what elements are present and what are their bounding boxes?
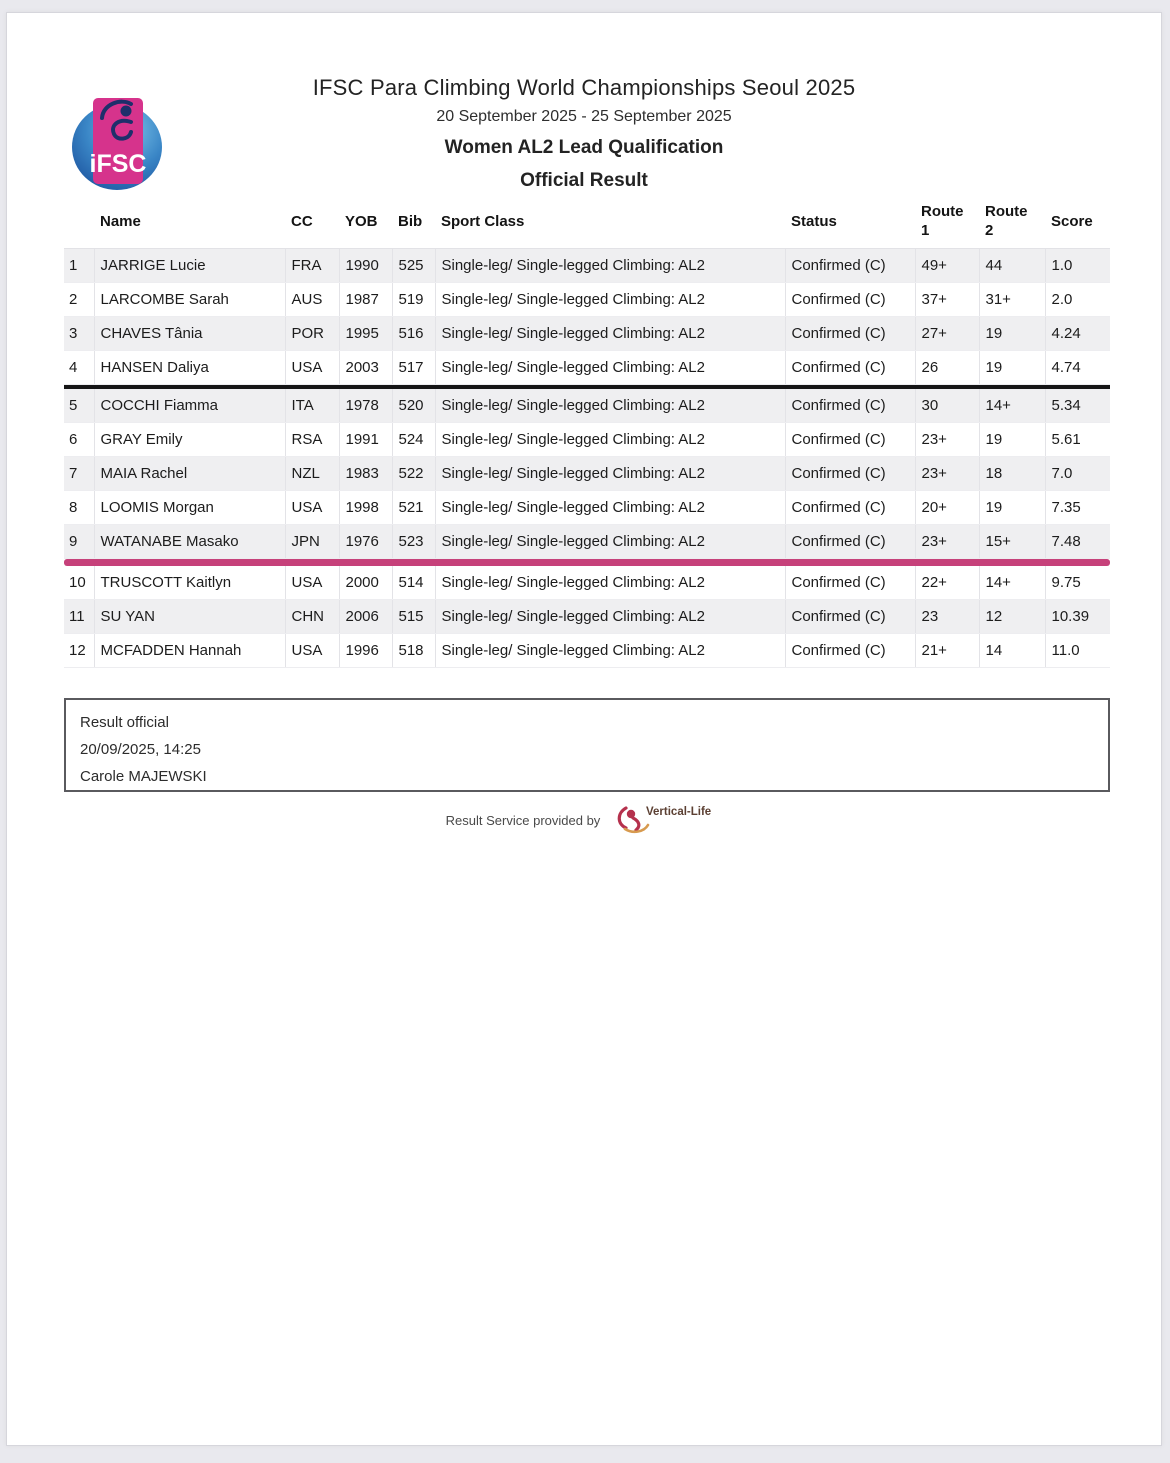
cell-rank: 6: [64, 423, 94, 457]
cell-yob: 1983: [339, 457, 392, 491]
cell-yob: 1995: [339, 317, 392, 351]
cell-rank: 4: [64, 351, 94, 385]
cell-sport-class: Single-leg/ Single-legged Climbing: AL2: [435, 566, 785, 600]
cell-sport-class: Single-leg/ Single-legged Climbing: AL2: [435, 491, 785, 525]
cell-yob: 1990: [339, 249, 392, 283]
cell-score: 4.74: [1045, 351, 1110, 385]
cell-name: GRAY Emily: [94, 423, 285, 457]
cell-cc: USA: [285, 566, 339, 600]
cell-name: JARRIGE Lucie: [94, 249, 285, 283]
cell-yob: 1976: [339, 525, 392, 559]
cell-status: Confirmed (C): [785, 389, 915, 423]
col-header-score: Score: [1045, 194, 1110, 249]
table-row: [64, 249, 1110, 283]
cell-score: 7.48: [1045, 525, 1110, 559]
cell-name: SU YAN: [94, 600, 285, 634]
cell-name: LOOMIS Morgan: [94, 491, 285, 525]
col-header-sport-class: Sport Class: [435, 194, 785, 249]
document-page: [6, 12, 1162, 1446]
cell-route2: 14: [979, 634, 1045, 668]
result-official-label: Result official: [80, 714, 169, 731]
cell-bib: 519: [392, 283, 435, 317]
cell-name: LARCOMBE Sarah: [94, 283, 285, 317]
cell-bib: 518: [392, 634, 435, 668]
cell-bib: 516: [392, 317, 435, 351]
cell-score: 10.39: [1045, 600, 1110, 634]
cell-rank: 10: [64, 566, 94, 600]
cell-rank: 5: [64, 389, 94, 423]
vertical-life-logo-text: Vertical-Life: [646, 806, 712, 818]
cell-route1: 22+: [915, 566, 979, 600]
cell-yob: 1987: [339, 283, 392, 317]
cell-yob: 1996: [339, 634, 392, 668]
cell-cc: NZL: [285, 457, 339, 491]
cell-bib: 521: [392, 491, 435, 525]
col-header-route-1: Route 1: [915, 194, 979, 249]
table-row: [64, 351, 1110, 385]
event-dates: 20 September 2025 - 25 September 2025: [436, 108, 732, 125]
cell-rank: 11: [64, 600, 94, 634]
table-row: [64, 423, 1110, 457]
cell-bib: 525: [392, 249, 435, 283]
cell-yob: 1998: [339, 491, 392, 525]
cell-status: Confirmed (C): [785, 600, 915, 634]
cell-bib: 517: [392, 351, 435, 385]
table-row: [64, 283, 1110, 317]
cell-sport-class: Single-leg/ Single-legged Climbing: AL2: [435, 525, 785, 559]
cell-status: Confirmed (C): [785, 249, 915, 283]
result-service-line: [7, 801, 1161, 839]
cell-status: Confirmed (C): [785, 566, 915, 600]
cell-sport-class: Single-leg/ Single-legged Climbing: AL2: [435, 600, 785, 634]
cell-score: 5.34: [1045, 389, 1110, 423]
results-table: [64, 194, 1110, 668]
cell-rank: 1: [64, 249, 94, 283]
table-row: [64, 566, 1110, 600]
cell-route2: 19: [979, 423, 1045, 457]
cell-status: Confirmed (C): [785, 423, 915, 457]
provider-label: Result Service provided by: [445, 812, 601, 828]
result-timestamp: 20/09/2025, 14:25: [80, 741, 201, 758]
cell-sport-class: Single-leg/ Single-legged Climbing: AL2: [435, 423, 785, 457]
col-header-yob: YOB: [339, 194, 392, 249]
result-status-heading: Official Result: [520, 170, 648, 191]
cell-cc: RSA: [285, 423, 339, 457]
table-row: [64, 317, 1110, 351]
cell-sport-class: Single-leg/ Single-legged Climbing: AL2: [435, 283, 785, 317]
official-name: Carole MAJEWSKI: [80, 768, 207, 785]
cell-yob: 2000: [339, 566, 392, 600]
cell-score: 1.0: [1045, 249, 1110, 283]
cell-sport-class: Single-leg/ Single-legged Climbing: AL2: [435, 389, 785, 423]
cell-status: Confirmed (C): [785, 351, 915, 385]
cell-status: Confirmed (C): [785, 283, 915, 317]
table-row: [64, 491, 1110, 525]
cell-cc: AUS: [285, 283, 339, 317]
cell-score: 2.0: [1045, 283, 1110, 317]
cell-cc: JPN: [285, 525, 339, 559]
cell-status: Confirmed (C): [785, 317, 915, 351]
cell-cc: ITA: [285, 389, 339, 423]
cell-status: Confirmed (C): [785, 634, 915, 668]
cell-cc: USA: [285, 351, 339, 385]
cell-route2: 18: [979, 457, 1045, 491]
vertical-life-logo: [610, 801, 722, 839]
cell-route1: 23+: [915, 525, 979, 559]
cell-name: CHAVES Tânia: [94, 317, 285, 351]
cell-route2: 15+: [979, 525, 1045, 559]
cell-status: Confirmed (C): [785, 525, 915, 559]
cell-cc: POR: [285, 317, 339, 351]
col-header-rank: [64, 194, 94, 249]
cell-rank: 2: [64, 283, 94, 317]
cell-cc: USA: [285, 491, 339, 525]
ifsc-logo-text: iFSC: [89, 150, 147, 178]
cell-sport-class: Single-leg/ Single-legged Climbing: AL2: [435, 351, 785, 385]
cell-route1: 23: [915, 600, 979, 634]
col-header-status: Status: [785, 194, 915, 249]
cell-yob: 2006: [339, 600, 392, 634]
col-header-bib: Bib: [392, 194, 435, 249]
cell-cc: CHN: [285, 600, 339, 634]
cell-status: Confirmed (C): [785, 457, 915, 491]
cell-route1: 20+: [915, 491, 979, 525]
cell-route1: 37+: [915, 283, 979, 317]
cell-name: COCCHI Fiamma: [94, 389, 285, 423]
cell-route2: 19: [979, 317, 1045, 351]
cell-route2: 14+: [979, 389, 1045, 423]
results-table-grid: [64, 194, 1110, 668]
cell-status: Confirmed (C): [785, 491, 915, 525]
col-header-name: Name: [94, 194, 285, 249]
cell-sport-class: Single-leg/ Single-legged Climbing: AL2: [435, 457, 785, 491]
cell-score: 5.61: [1045, 423, 1110, 457]
table-row: [64, 525, 1110, 559]
cell-sport-class: Single-leg/ Single-legged Climbing: AL2: [435, 634, 785, 668]
report-header: [7, 75, 1161, 192]
cell-route2: 12: [979, 600, 1045, 634]
cell-name: MCFADDEN Hannah: [94, 634, 285, 668]
cell-bib: 524: [392, 423, 435, 457]
event-category-title: Women AL2 Lead Qualification: [444, 137, 724, 158]
cell-bib: 514: [392, 566, 435, 600]
cell-route2: 31+: [979, 283, 1045, 317]
cell-name: MAIA Rachel: [94, 457, 285, 491]
page-title: IFSC Para Climbing World Championships Seoul 2025: [312, 75, 856, 100]
cell-route1: 23+: [915, 457, 979, 491]
col-header-cc: CC: [285, 194, 339, 249]
cell-bib: 523: [392, 525, 435, 559]
table-row: [64, 389, 1110, 423]
table-row: [64, 634, 1110, 668]
cell-rank: 9: [64, 525, 94, 559]
cell-yob: 1991: [339, 423, 392, 457]
cell-route2: 44: [979, 249, 1045, 283]
cell-route1: 30: [915, 389, 979, 423]
cell-name: TRUSCOTT Kaitlyn: [94, 566, 285, 600]
col-header-route-2: Route 2: [979, 194, 1045, 249]
cell-score: 7.0: [1045, 457, 1110, 491]
cell-sport-class: Single-leg/ Single-legged Climbing: AL2: [435, 249, 785, 283]
cell-route2: 14+: [979, 566, 1045, 600]
cell-yob: 2003: [339, 351, 392, 385]
cell-route2: 19: [979, 351, 1045, 385]
cell-rank: 12: [64, 634, 94, 668]
cell-route1: 27+: [915, 317, 979, 351]
cell-bib: 515: [392, 600, 435, 634]
cell-rank: 3: [64, 317, 94, 351]
cell-route1: 21+: [915, 634, 979, 668]
cell-route1: 26: [915, 351, 979, 385]
cell-name: HANSEN Daliya: [94, 351, 285, 385]
table-header-row: [64, 194, 1110, 249]
cell-score: 4.24: [1045, 317, 1110, 351]
highlight-line-pink: [64, 559, 1110, 567]
cell-sport-class: Single-leg/ Single-legged Climbing: AL2: [435, 317, 785, 351]
table-row: [64, 457, 1110, 491]
cell-rank: 8: [64, 491, 94, 525]
cell-score: 9.75: [1045, 566, 1110, 600]
cell-route1: 23+: [915, 423, 979, 457]
cell-score: 11.0: [1045, 634, 1110, 668]
cell-name: WATANABE Masako: [94, 525, 285, 559]
cell-route2: 19: [979, 491, 1045, 525]
cell-bib: 522: [392, 457, 435, 491]
cell-route1: 49+: [915, 249, 979, 283]
cell-score: 7.35: [1045, 491, 1110, 525]
cell-cc: USA: [285, 634, 339, 668]
table-row: [64, 600, 1110, 634]
official-signature-box: [64, 698, 1110, 792]
cell-bib: 520: [392, 389, 435, 423]
cell-yob: 1978: [339, 389, 392, 423]
cell-rank: 7: [64, 457, 94, 491]
cell-cc: FRA: [285, 249, 339, 283]
